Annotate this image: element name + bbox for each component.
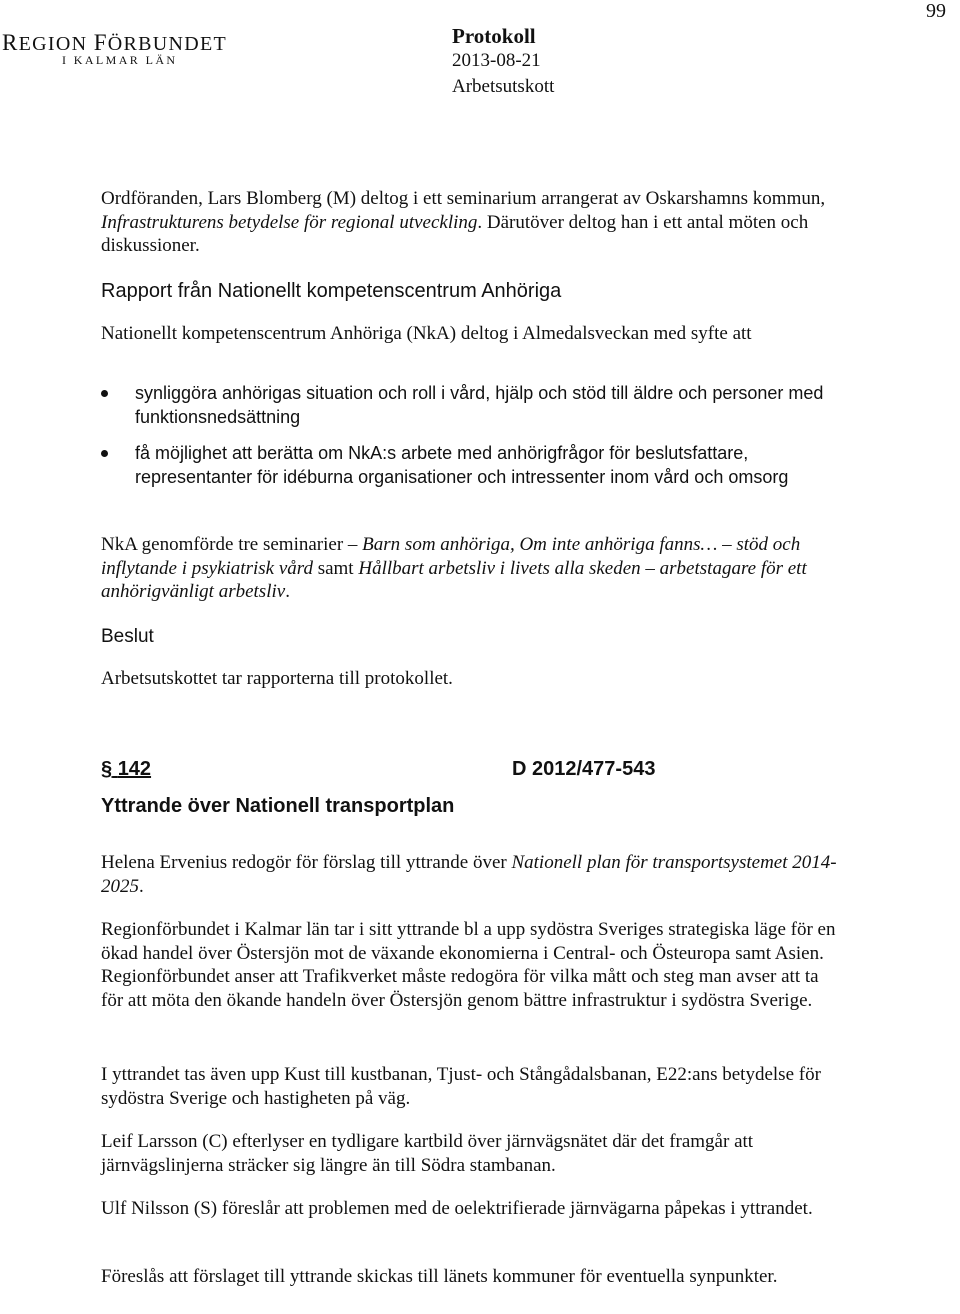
page-number: 99 [926,0,946,22]
decision-text: Arbetsutskottet tar rapporterna till protokollet. [101,668,453,689]
intro-paragraph: Ordföranden, Lars Blomberg (M) deltog i ett seminarium arrangerat av Oskarshamns kommun, Infrastrukturens betydelse för regional utveckling. Därutöver deltog han i ett antal möten och diskussioner. [101,188,826,256]
list-item: få möjlighet att berätta om NkA:s arbete med anhörigfrågor för beslutsfattare, representanter för idéburna organisationer och intressenter inom vård och omsorg [101,441,861,489]
bullet-icon [101,450,108,457]
section-title: Yttrande över Nationell transportplan [101,795,455,817]
seminar-title-2: Hållbart arbetsliv i livets alla skeden – arbetstagare för ett anhörigvänligt arbetsliv [101,557,807,602]
nka-bullet-list [101,381,861,501]
decision-label: Beslut [101,626,154,647]
list-item: synliggöra anhörigas situation och roll i vård, hjälp och stöd till äldre och personer med funktionsnedsättning [101,381,861,429]
seminar-titles: Barn som anhöriga, Om inte anhöriga fanns… – stöd och inflytande i psykiatrisk vård [101,534,801,579]
nka-lead-paragraph: Nationellt kompetenscentrum Anhöriga (NkA) deltog i Almedalsveckan med syfte att [101,323,752,344]
nka-heading: Rapport från Nationellt kompetenscentrum Anhöriga [101,280,562,302]
committee-name: Arbetsutskott [452,76,555,97]
section-number: § 142 [101,758,152,780]
section-paragraph-6: Föreslås att förslaget till yttrande skickas till länets kommuner för eventuella synpunkter. [101,1266,778,1287]
section-paragraph-3: I yttrandet tas även upp Kust till kustbanan, Tjust- och Stångådalsbanan, E22:ans betydelse för sydöstra Sverige och hastigheten på väg. [101,1064,821,1109]
section-paragraph-2: Regionförbundet i Kalmar län tar i sitt yttrande bl a upp sydöstra Sveriges strategiska läge för en ökad handel över Östersjön mot de växande ekonomierna i Central- och Östeuropa samt Asien. Regionförbundet anser att Trafikverket måste redogöra för vilka mått och steg man avser att ta för att möta den ökande handeln över Östersjön genom bättre infrastruktur i sydöstra Sverige. [101,919,836,1011]
bullet-icon [101,390,108,397]
logo-initial-r: R [2,30,19,55]
nka-seminars-paragraph: NkA genomförde tre seminarier – Barn som anhöriga, Om inte anhöriga fanns… – stöd och inflytande i psykiatrisk vård samt Hållbart arbetsliv i livets alla skeden – arbetstagare för ett anhörigvänligt arbetsliv. [101,534,807,602]
plan-title: Nationell plan för transportsystemet 2014-2025 [101,852,837,897]
logo-text-orbundet: ÖRBUNDET [107,33,228,55]
logo-subtitle: I KALMAR LÄN [62,53,178,67]
section-paragraph-4: Leif Larsson (C) efterlyser en tydligare kartbild över järnvägsnätet där det framgår att järnvägslinjerna sträcker sig längre än till Södra stambanan. [101,1131,754,1176]
section-paragraph-5: Ulf Nilsson (S) föreslår att problemen med de oelektrifierade järnvägarna påpekas i yttrandet. [101,1198,813,1219]
logo-initial-f: F [93,30,108,55]
document-type: Protokoll [452,24,536,48]
seminar-title: Infrastrukturens betydelse för regional utveckling [101,211,478,233]
logo-text-egion: EGION [18,33,88,55]
meeting-date: 2013-08-21 [452,50,541,71]
diary-number: D 2012/477-543 [512,758,656,780]
section-paragraph-1: Helena Ervenius redogör för förslag till yttrande över Nationell plan för transportsystemet 2014-2025. [101,852,837,897]
